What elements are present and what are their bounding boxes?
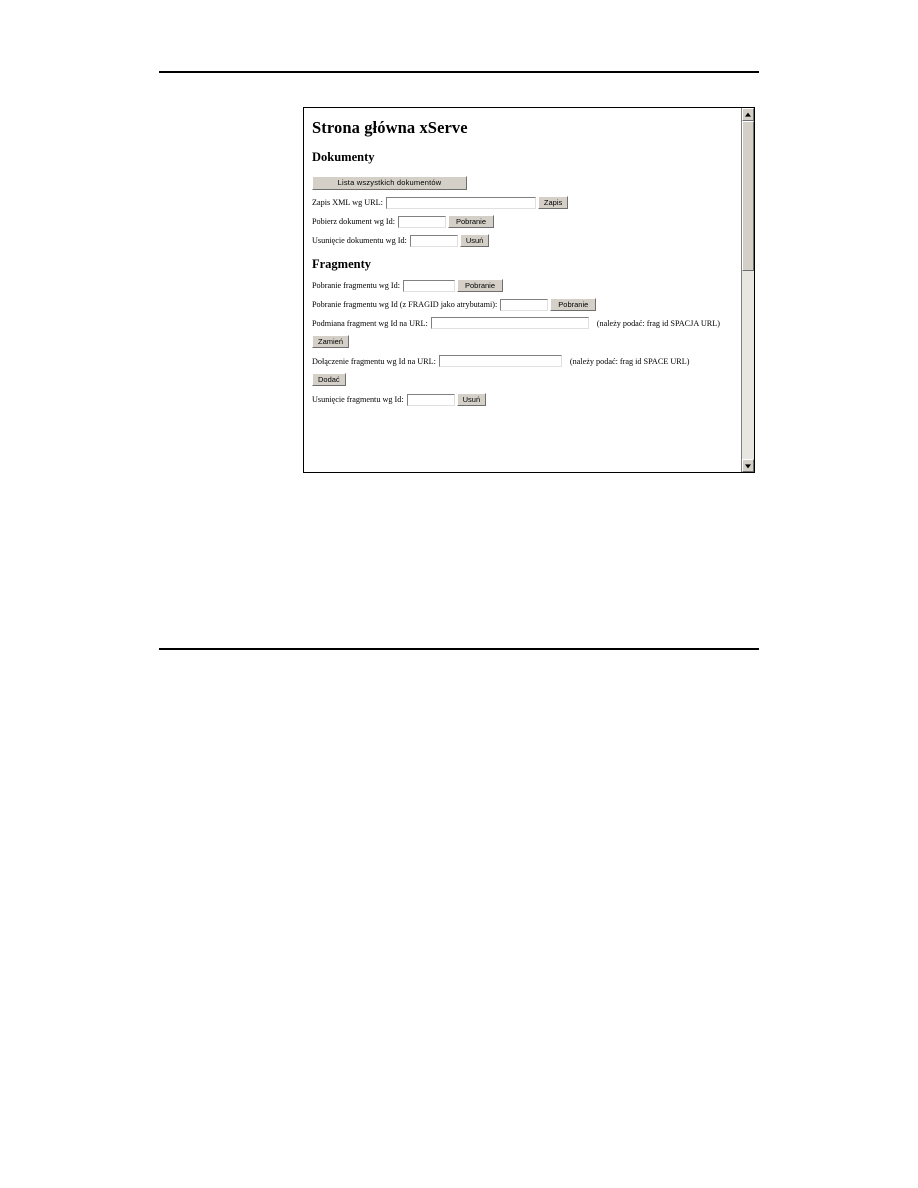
list-all-documents-row [312, 172, 735, 190]
get-fragment-fragid-input[interactable] [500, 299, 548, 311]
delete-document-button[interactable]: Usuń [460, 234, 490, 247]
delete-document-by-id-label: Usunięcie dokumentu wg Id: [312, 236, 407, 245]
get-fragment-by-id-row [312, 279, 735, 292]
scrollbar-track[interactable] [742, 121, 754, 459]
browser-window [303, 107, 755, 473]
replace-fragment-button-row [312, 331, 735, 349]
save-xml-by-url-row [312, 196, 735, 209]
get-fragment-fragid-row [312, 298, 735, 311]
replace-fragment-row [312, 317, 735, 329]
page-bottom-rule [159, 648, 759, 650]
chevron-down-icon [745, 464, 751, 468]
section-heading-dokumenty: Dokumenty [312, 150, 375, 164]
delete-fragment-button[interactable]: Usuń [457, 393, 487, 406]
append-fragment-label: Dołączenie fragmentu wg Id na URL: [312, 356, 436, 366]
append-fragment-hint: (należy podać: frag id SPACE URL) [569, 356, 690, 366]
append-fragment-button[interactable]: Dodać [312, 373, 346, 386]
append-fragment-button-row [312, 369, 735, 387]
append-fragment-input[interactable] [439, 355, 562, 367]
get-document-by-id-row [312, 215, 735, 228]
delete-fragment-label: Usunięcie fragmentu wg Id: [312, 395, 404, 404]
browser-content-area [304, 108, 741, 472]
get-fragment-button[interactable]: Pobranie [457, 279, 503, 292]
page-top-rule [159, 71, 759, 73]
scroll-up-button[interactable] [742, 108, 754, 121]
get-fragment-fragid-label: Pobranie fragmentu wg Id (z FRAGID jako atrybutami): [312, 300, 498, 309]
delete-document-by-id-row [312, 234, 735, 247]
save-xml-url-input[interactable] [386, 197, 536, 209]
section-heading-fragmenty: Fragmenty [312, 257, 372, 271]
scrollbar-thumb[interactable] [742, 121, 754, 271]
append-fragment-row [312, 355, 735, 367]
list-all-documents-button[interactable]: Lista wszystkich dokumentów [312, 176, 467, 190]
delete-fragment-row [312, 393, 735, 406]
replace-fragment-hint: (należy podać: frag id SPACJA URL) [596, 318, 720, 328]
vertical-scrollbar[interactable] [741, 108, 754, 472]
get-fragment-id-input[interactable] [403, 280, 455, 292]
delete-document-id-input[interactable] [410, 235, 458, 247]
replace-fragment-button[interactable]: Zamień [312, 335, 349, 348]
replace-fragment-label: Podmiana fragment wg Id na URL: [312, 318, 428, 328]
delete-fragment-id-input[interactable] [407, 394, 455, 406]
scroll-down-button[interactable] [742, 459, 754, 472]
replace-fragment-input[interactable] [431, 317, 589, 329]
get-fragment-by-id-label: Pobranie fragmentu wg Id: [312, 281, 400, 290]
get-document-button[interactable]: Pobranie [448, 215, 494, 228]
get-document-by-id-label: Pobierz dokument wg Id: [312, 217, 395, 226]
get-document-id-input[interactable] [398, 216, 446, 228]
get-fragment-fragid-button[interactable]: Pobranie [550, 298, 596, 311]
save-xml-by-url-label: Zapis XML wg URL: [312, 198, 383, 207]
save-xml-button[interactable]: Zapis [538, 196, 568, 209]
chevron-up-icon [745, 112, 751, 116]
page-title: Strona główna xServe [312, 118, 468, 137]
